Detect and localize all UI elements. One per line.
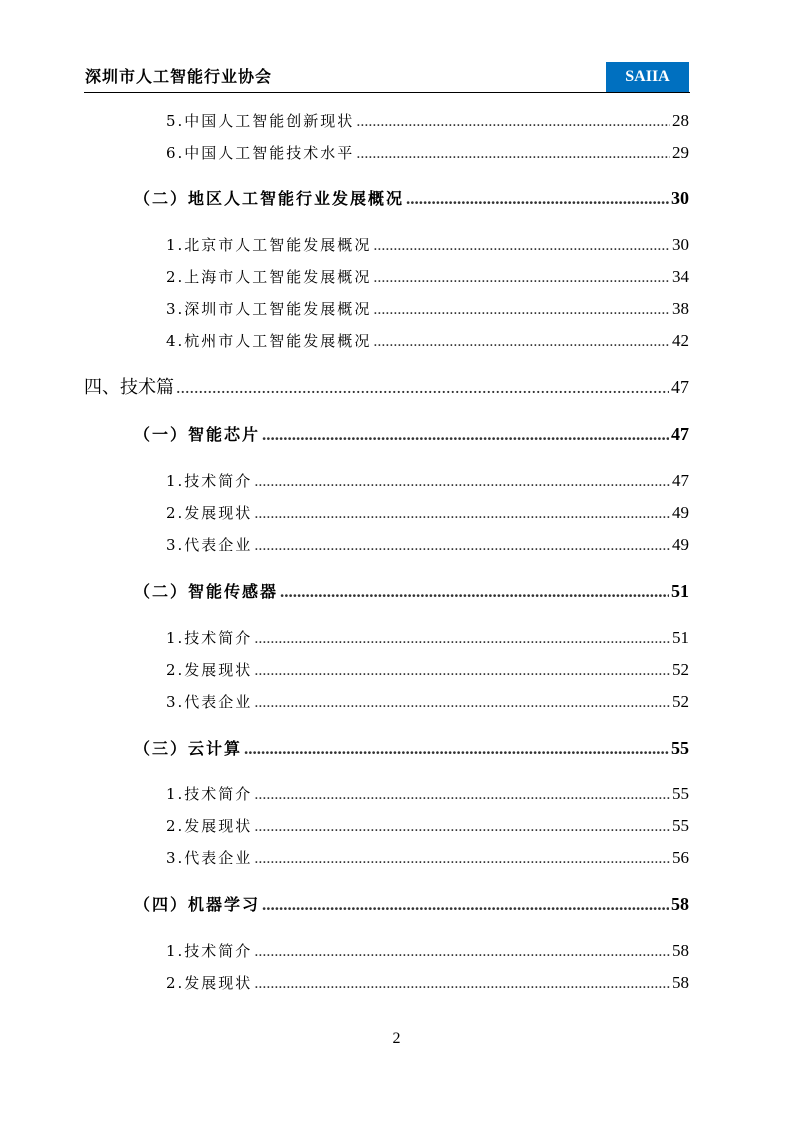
- toc-page: 58: [671, 894, 689, 914]
- toc-leader-dots: [254, 971, 670, 997]
- toc-entry[interactable]: [166, 625, 689, 651]
- toc-leader-dots: [406, 186, 669, 212]
- toc-page: 55: [671, 738, 689, 758]
- toc-page: 49: [672, 503, 689, 522]
- toc-page: 47: [672, 471, 689, 490]
- toc-page: 28: [672, 111, 689, 130]
- toc-entry[interactable]: [166, 970, 689, 996]
- toc-leader-dots: [373, 297, 670, 323]
- toc-title: （三）云计算: [134, 739, 243, 758]
- toc-title: （四）机器学习: [134, 895, 261, 914]
- toc-title: （二）智能传感器: [134, 582, 279, 601]
- toc-page: 51: [672, 628, 689, 647]
- toc-page: 56: [672, 848, 689, 867]
- toc-title: 2.发展现状: [166, 974, 253, 992]
- toc-entry[interactable]: [166, 296, 689, 322]
- toc-page: 58: [672, 973, 689, 992]
- toc-title: 3.深圳市人工智能发展概况: [166, 300, 372, 318]
- toc-leader-dots: [254, 782, 670, 808]
- toc-leader-dots: [254, 626, 670, 652]
- toc-title: （二）地区人工智能行业发展概况: [134, 189, 405, 208]
- toc-entry[interactable]: [84, 374, 689, 400]
- toc-page: 52: [672, 660, 689, 679]
- toc-entry[interactable]: [166, 468, 689, 494]
- toc-leader-dots: [244, 736, 669, 762]
- toc-leader-dots: [254, 690, 670, 716]
- toc-leader-dots: [262, 422, 669, 448]
- toc-leader-dots: [254, 658, 670, 684]
- toc-title: 1.技术简介: [166, 472, 253, 490]
- toc-page: 51: [671, 581, 689, 601]
- toc-leader-dots: [373, 233, 670, 259]
- toc-entry[interactable]: [134, 185, 689, 211]
- toc-entry[interactable]: [166, 108, 689, 134]
- toc-leader-dots: [356, 109, 670, 135]
- toc-leader-dots: [254, 469, 670, 495]
- toc-entry[interactable]: [166, 845, 689, 871]
- toc-page: 42: [672, 331, 689, 350]
- toc-entry[interactable]: [166, 781, 689, 807]
- toc-entry[interactable]: [166, 657, 689, 683]
- toc-title: 2.发展现状: [166, 817, 253, 835]
- toc-entry[interactable]: [166, 500, 689, 526]
- toc-title: 3.代表企业: [166, 693, 253, 711]
- toc-page: 29: [672, 143, 689, 162]
- toc-page: 58: [672, 941, 689, 960]
- toc-entry[interactable]: [166, 264, 689, 290]
- toc-entry[interactable]: [166, 938, 689, 964]
- page-number: 2: [392, 1030, 401, 1047]
- toc-title: 四、技术篇: [84, 377, 174, 398]
- toc-page: 49: [672, 535, 689, 554]
- toc-title: 4.杭州市人工智能发展概况: [166, 332, 372, 350]
- toc-leader-dots: [254, 814, 670, 840]
- toc-page: 55: [672, 784, 689, 803]
- header-organization: 深圳市人工智能行业协会: [85, 67, 273, 86]
- toc-page: 30: [672, 235, 689, 254]
- toc-title: 1.技术简介: [166, 785, 253, 803]
- toc-title: 1.北京市人工智能发展概况: [166, 236, 372, 254]
- toc-leader-dots: [356, 141, 670, 167]
- toc-leader-dots: [262, 892, 669, 918]
- toc-page: 47: [671, 377, 689, 397]
- toc-title: 3.代表企业: [166, 536, 253, 554]
- toc-page: 52: [672, 692, 689, 711]
- toc-title: 3.代表企业: [166, 849, 253, 867]
- toc-entry[interactable]: [134, 421, 689, 447]
- toc-title: 1.技术简介: [166, 942, 253, 960]
- toc-leader-dots: [280, 579, 669, 605]
- toc-title: 2.发展现状: [166, 661, 253, 679]
- toc-leader-dots: [254, 533, 670, 559]
- toc-entry[interactable]: [134, 735, 689, 761]
- toc-entry[interactable]: [134, 578, 689, 604]
- toc-title: 5.中国人工智能创新现状: [166, 112, 355, 130]
- header-badge: SAIIA: [606, 62, 689, 92]
- toc-page: 55: [672, 816, 689, 835]
- toc-page: 38: [672, 299, 689, 318]
- toc-entry[interactable]: [166, 532, 689, 558]
- toc-leader-dots: [254, 939, 670, 965]
- toc-leader-dots: [373, 329, 670, 355]
- toc-entry[interactable]: [166, 689, 689, 715]
- toc-entry[interactable]: [166, 328, 689, 354]
- toc-title: 1.技术简介: [166, 629, 253, 647]
- toc-leader-dots: [373, 265, 670, 291]
- toc-title: （一）智能芯片: [134, 425, 261, 444]
- toc-page: 34: [672, 267, 689, 286]
- toc-entry[interactable]: [166, 813, 689, 839]
- toc-leader-dots: [176, 374, 669, 400]
- toc-leader-dots: [254, 846, 670, 872]
- toc-title: 6.中国人工智能技术水平: [166, 144, 355, 162]
- toc-entry[interactable]: [134, 891, 689, 917]
- toc-title: 2.上海市人工智能发展概况: [166, 268, 372, 286]
- toc-entry[interactable]: [166, 232, 689, 258]
- toc-page: 30: [671, 188, 689, 208]
- toc-leader-dots: [254, 501, 670, 527]
- toc-page: 47: [671, 424, 689, 444]
- toc-title: 2.发展现状: [166, 504, 253, 522]
- toc-entry[interactable]: [166, 140, 689, 166]
